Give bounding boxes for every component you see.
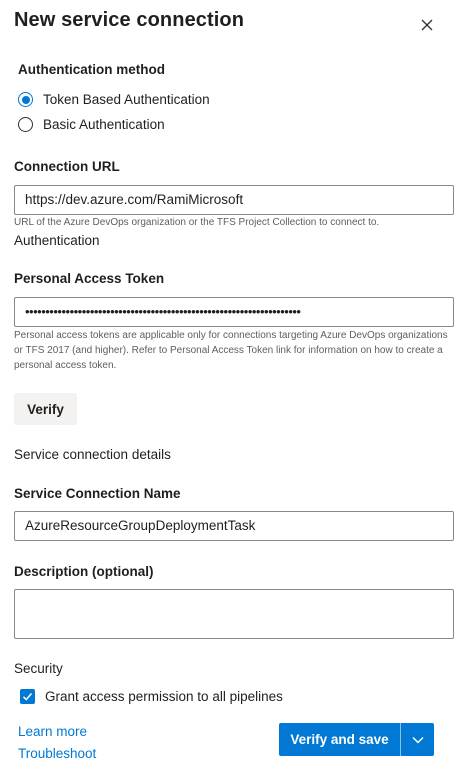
- checkmark-icon: [22, 691, 33, 702]
- service-connection-name-input[interactable]: AzureResourceGroupDeploymentTask: [14, 511, 454, 541]
- radio-button-unselected[interactable]: [18, 117, 33, 132]
- description-label: Description (optional): [14, 564, 154, 579]
- connection-url-label: Connection URL: [14, 159, 120, 174]
- connection-url-help: URL of the Azure DevOps organization or the TFS Project Collection to connect to.: [14, 217, 380, 228]
- close-icon: [421, 19, 433, 31]
- pat-help: Personal access tokens are applicable only for connections targeting Azure DevOps organizations or TFS 2017 (and higher). Refer to Personal Access Token link for information on how to create a personal access token.: [14, 330, 448, 371]
- description-textarea[interactable]: [14, 589, 454, 639]
- panel-title: New service connection: [14, 9, 245, 31]
- troubleshoot-link[interactable]: Troubleshoot: [18, 746, 97, 761]
- pat-input[interactable]: ••••••••••••••••••••••••••••••••••••••••••••••••••••••••••••••••••••: [14, 297, 454, 327]
- verify-button[interactable]: Verify: [14, 393, 77, 425]
- split-divider: [400, 723, 401, 756]
- radio-token-based[interactable]: [18, 92, 210, 107]
- verify-and-save-split-button[interactable]: [279, 723, 434, 756]
- connection-url-input[interactable]: https://dev.azure.com/RamiMicrosoft: [14, 185, 454, 215]
- radio-basic[interactable]: [18, 117, 165, 132]
- grant-access-label: Grant access permission to all pipelines: [45, 689, 283, 704]
- learn-more-link[interactable]: Learn more: [18, 724, 88, 739]
- service-connection-name-label: Service Connection Name: [14, 486, 181, 501]
- authentication-section-label: Authentication: [14, 233, 100, 248]
- radio-button-selected[interactable]: [18, 92, 33, 107]
- radio-token-based-label: Token Based Authentication: [43, 92, 210, 107]
- verify-and-save-dropdown-button[interactable]: [401, 723, 434, 756]
- close-button[interactable]: [416, 14, 438, 36]
- radio-basic-label: Basic Authentication: [43, 117, 165, 132]
- grant-access-checkbox-row[interactable]: [20, 689, 283, 704]
- security-heading: Security: [14, 661, 63, 676]
- pat-label: Personal Access Token: [14, 271, 165, 286]
- auth-method-heading: Authentication method: [18, 62, 165, 77]
- grant-access-checkbox[interactable]: [20, 689, 35, 704]
- chevron-down-icon: [412, 736, 424, 744]
- verify-and-save-button[interactable]: Verify and save: [290, 732, 389, 747]
- service-connection-details-heading: Service connection details: [14, 447, 171, 462]
